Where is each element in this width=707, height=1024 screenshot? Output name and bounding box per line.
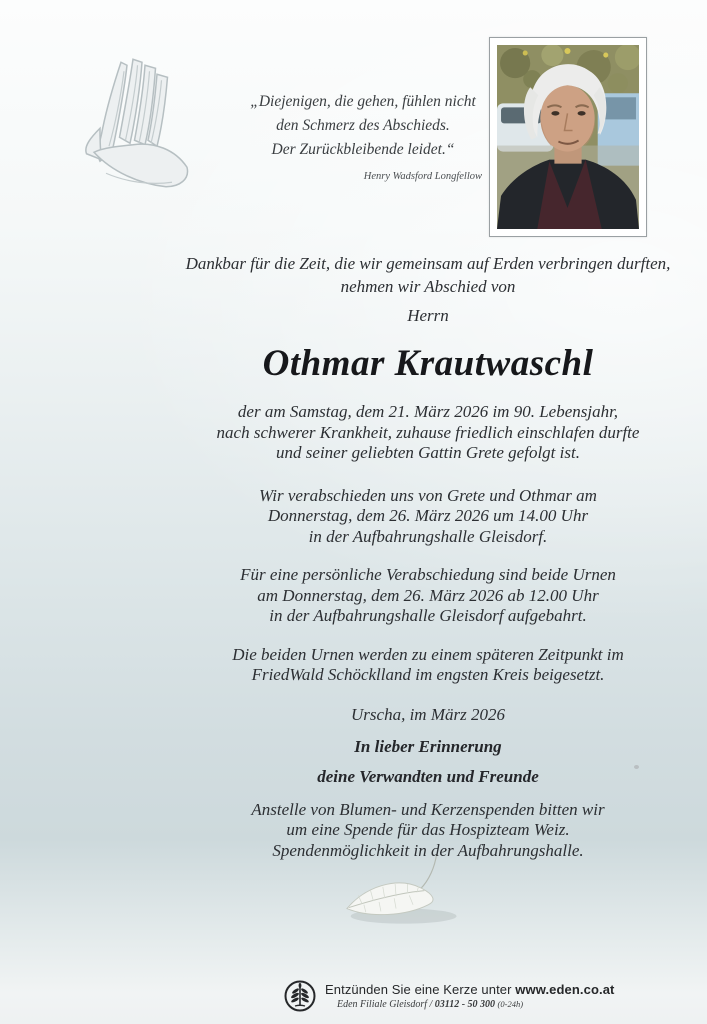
mourners-line: deine Verwandten und Freunde: [317, 766, 539, 786]
burial-line: FriedWald Schöcklland im engsten Kreis beigesetzt.: [251, 665, 605, 684]
memorial-quote: [228, 90, 498, 189]
phone-number: 03112 - 50 300: [434, 999, 496, 1010]
farewell-line: in der Aufbahrungshalle Gleisdorf.: [308, 526, 548, 546]
donation-line: Anstelle von Blumen- und Kerzenspenden bitten wir: [251, 799, 605, 819]
candle-info-line: [325, 982, 614, 997]
candle-url: www.eden.co.at: [515, 982, 615, 997]
burial-line: Die beiden Urnen werden zu einem späteren Zeitpunkt im: [232, 644, 624, 664]
donation-line: um eine Spende für das Hospizteam Weiz.: [286, 820, 570, 839]
farewell-paragraph: [150, 486, 706, 548]
farewell-line: Wir verabschieden uns von Grete und Othmar am: [259, 485, 597, 505]
death-info-line: nach schwerer Krankheit, zuhause friedlich einschlafen durfte: [216, 422, 640, 442]
opening-hours: (0-24h): [497, 999, 524, 1009]
death-info-paragraph: [150, 402, 706, 464]
farewell-line: Donnerstag, dem 26. März 2026 um 14.00 Uhr: [267, 506, 589, 525]
viewing-line: in der Aufbahrungshalle Gleisdorf aufgebahrt.: [269, 606, 587, 625]
footer-text: [325, 982, 614, 1010]
eden-tree-logo-icon: [283, 979, 317, 1013]
viewing-line: am Donnerstag, dem 26. März 2026 ab 12.00 Uhr: [257, 585, 599, 605]
remembrance-line: In lieber Erinnerung: [354, 736, 502, 756]
salutation: Herrn: [407, 306, 449, 325]
funeral-home-footer: [283, 979, 614, 1013]
candle-text: Entzünden Sie eine Kerze unter: [325, 982, 512, 997]
viewing-paragraph: [150, 565, 706, 627]
burial-paragraph: [150, 645, 706, 686]
quote-line: Der Zurückbleibende leidet.“: [271, 141, 455, 158]
quote-line: den Schmerz des Abschieds.: [276, 117, 450, 134]
intro-line: Dankbar für die Zeit, die wir gemeinsam auf Erden verbringen durften,: [185, 254, 671, 273]
obituary-text: [150, 252, 706, 861]
praying-hands-icon: [55, 52, 205, 197]
intro-line: nehmen wir Abschied von: [340, 277, 516, 296]
death-info-line: der am Samstag, dem 21. März 2026 im 90. Lebensjahr,: [237, 402, 619, 421]
death-info-line: und seiner geliebten Gattin Grete gefolgt ist.: [276, 443, 580, 462]
donation-line: Spendenmöglichkeit in der Aufbahrungshalle.: [272, 840, 584, 860]
portrait-photo: [497, 45, 639, 229]
viewing-line: Für eine persönliche Verabschiedung sind beide Urnen: [240, 565, 616, 584]
branch-info-line: [337, 999, 614, 1010]
feather-icon: [328, 850, 483, 935]
branch-name: Eden Filiale Gleisdorf /: [337, 999, 433, 1010]
portrait-photo-frame: [489, 37, 647, 237]
quote-line: „Diejenigen, die gehen, fühlen nicht: [250, 93, 476, 110]
place-and-date: Urscha, im März 2026: [351, 704, 505, 724]
deceased-name: Othmar Krautwaschl: [262, 343, 594, 384]
donation-paragraph: [150, 800, 706, 862]
intro-paragraph: [150, 252, 706, 298]
quote-attribution: Henry Wadsford Longfellow: [363, 171, 482, 182]
